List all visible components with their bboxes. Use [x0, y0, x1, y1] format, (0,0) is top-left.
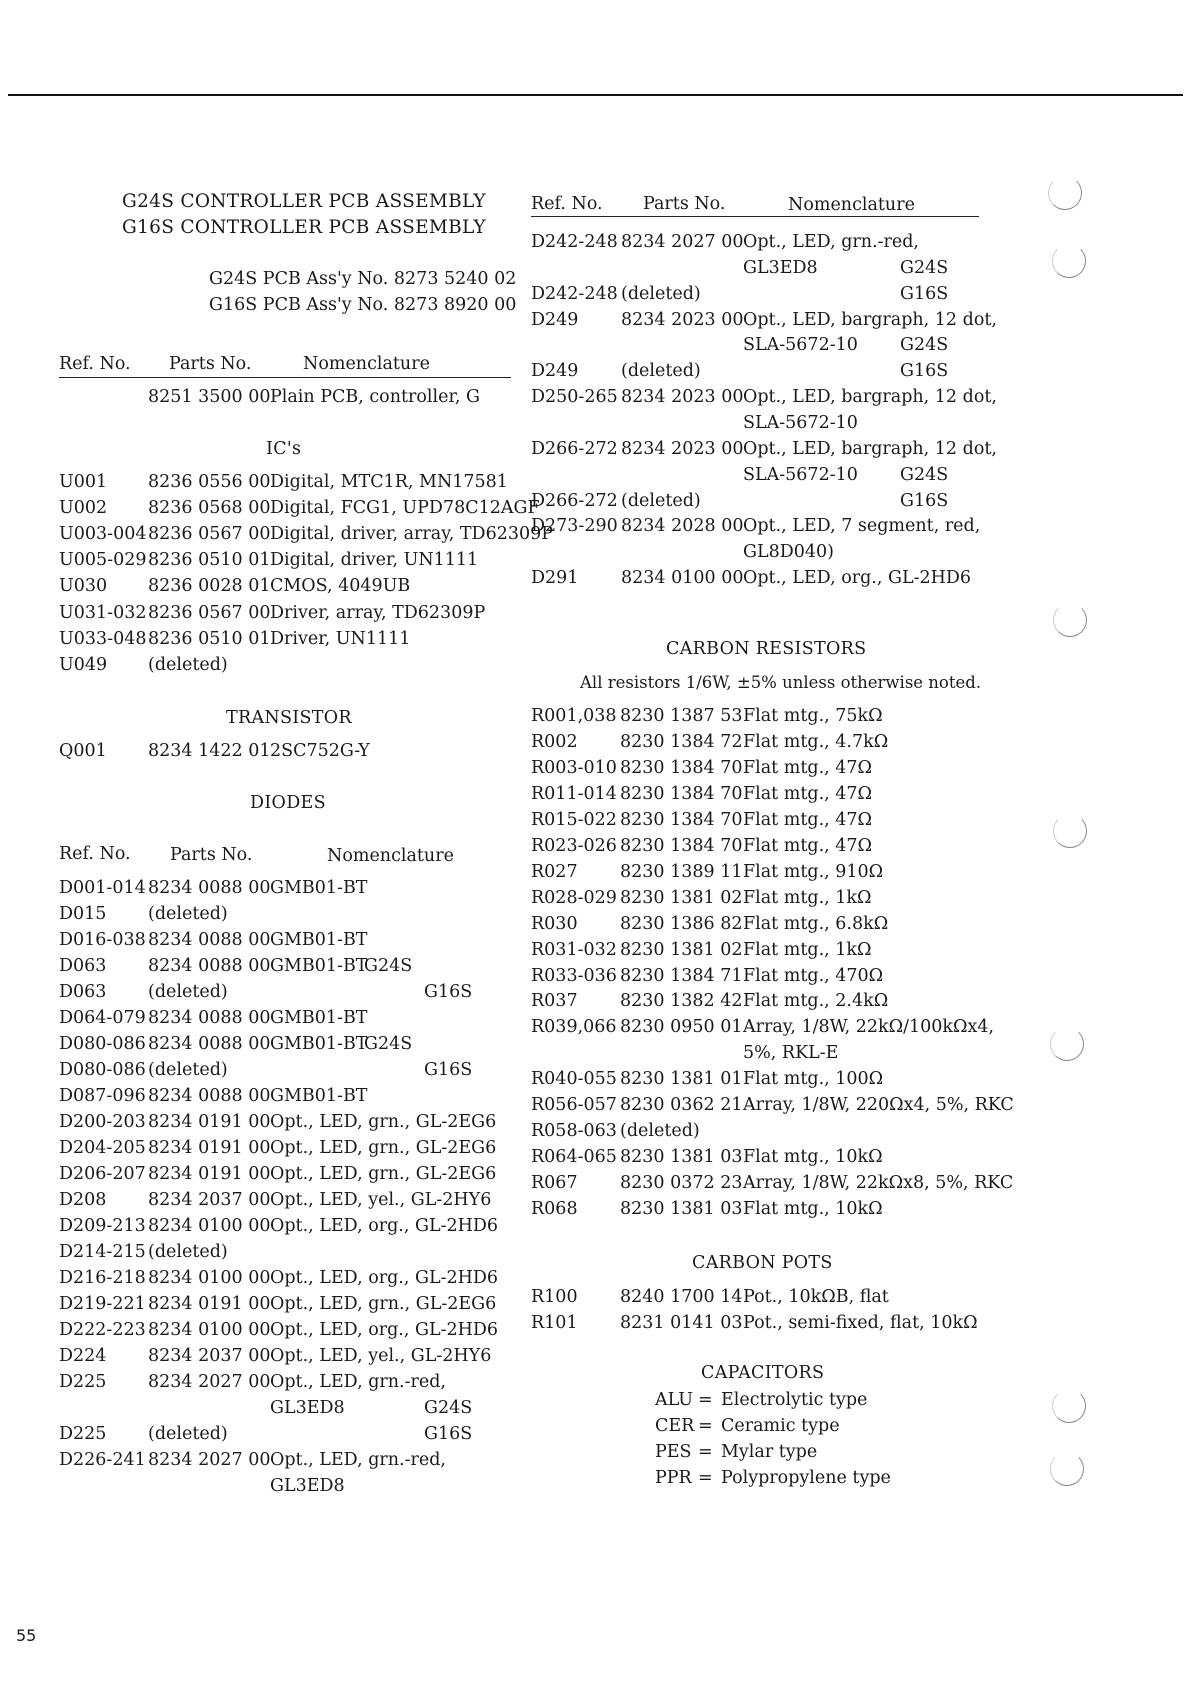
parts-no: 8230 1384 70	[620, 809, 743, 830]
nomenclature: Opt., LED, org., GL-2HD6	[270, 1320, 499, 1340]
table-row	[0, 629, 1100, 655]
table-row	[0, 516, 1100, 545]
parts-no: 8234 0088 00	[148, 1086, 271, 1106]
table-row	[0, 439, 1100, 465]
section-title-carbon-pots: CARBON POTS	[692, 1253, 833, 1273]
ref-no: R067	[531, 1173, 578, 1194]
ref-no: R001,038	[531, 706, 617, 726]
nomenclature: GL3ED8	[270, 1398, 345, 1418]
table-row	[0, 258, 1100, 284]
ref-no: D242-248	[531, 283, 618, 304]
nomenclature: Opt., LED, bargraph, 12 dot,	[743, 387, 997, 408]
nomenclature: Opt., LED, grn., GL-2EG6	[270, 1138, 497, 1158]
ref-no: D087-096	[59, 1086, 146, 1106]
table-row	[0, 1017, 1100, 1043]
ref-no: R039,066	[531, 1017, 617, 1038]
punch-hole	[1053, 603, 1087, 637]
parts-no: 8230 1384 70	[620, 757, 743, 778]
nomenclature: Digital, MTC1R, MN17581	[270, 472, 508, 492]
ref-no: U030	[59, 576, 108, 597]
assembly-title-g24s: G24S CONTROLLER PCB ASSEMBLY	[122, 191, 486, 212]
nomenclature: GL8D040)	[743, 542, 834, 563]
ref-no: D206-207	[59, 1164, 146, 1184]
parts-no: 8234 0100 00	[148, 1216, 271, 1236]
ref-no: R037	[531, 991, 578, 1012]
ref-no: R100	[531, 1287, 578, 1307]
ref-no: D219-221	[59, 1294, 146, 1314]
nomenclature: Opt., LED, bargraph, 12 dot,	[743, 438, 997, 459]
col-header-nomenclature: Nomenclature	[303, 354, 430, 374]
ref-no: R002	[531, 731, 578, 752]
ref-no: U002	[59, 498, 108, 519]
parts-no: 8234 2037 00	[148, 1190, 271, 1210]
table-row	[0, 603, 1100, 629]
ref-no: Q001	[59, 741, 107, 761]
table-row	[0, 542, 1100, 571]
ref-no: D273-290	[531, 516, 618, 537]
equals-sign: =	[698, 1390, 713, 1410]
parts-no: 8236 0568 00	[148, 498, 271, 519]
ref-no: R064-065	[531, 1147, 617, 1168]
nomenclature: Flat mtg., 47Ω	[743, 809, 873, 830]
ref-no: U003-004	[59, 524, 147, 545]
ref-no: D080-086	[59, 1060, 146, 1080]
nomenclature: Opt., LED, 7 segment, red,	[743, 516, 981, 537]
table-row	[0, 810, 1100, 836]
col-header-ref: Ref. No.	[59, 844, 131, 864]
parts-no: 8234 0191 00	[148, 1112, 271, 1132]
parts-no: 8230 1384 72	[620, 731, 743, 752]
parts-no: 8234 2027 00	[621, 232, 744, 252]
capacitor-code: CER	[655, 1416, 695, 1436]
parts-no: 8236 0510 01	[148, 628, 271, 649]
nomenclature: Flat mtg., 6.8kΩ	[743, 913, 889, 934]
parts-no: 8230 1384 71	[620, 965, 743, 986]
nomenclature: Opt., LED, bargraph, 12 dot,	[743, 309, 997, 330]
nomenclature: Array, 1/8W, 22kΩ/100kΩx4,	[743, 1017, 995, 1038]
col-header-nomenclature: Nomenclature	[788, 195, 915, 215]
parts-no: 8234 2023 00	[621, 438, 744, 459]
equals-sign: =	[698, 1416, 713, 1436]
table-row	[0, 284, 1100, 310]
punch-hole	[1048, 176, 1082, 210]
ref-no: U049	[59, 654, 108, 675]
section-title-transistor: TRANSISTOR	[226, 708, 352, 728]
parts-no: 8230 1381 01	[620, 1069, 743, 1090]
table-row	[0, 836, 1100, 862]
parts-no: 8230 0372 23	[620, 1173, 743, 1194]
parts-no: 8234 0191 00	[148, 1138, 271, 1158]
ref-no: D249	[531, 361, 579, 382]
punch-hole	[1053, 814, 1087, 848]
table-row	[0, 1095, 1100, 1121]
model-code: G16S	[424, 1424, 473, 1444]
nomenclature: Pot., semi-fixed, flat, 10kΩ	[743, 1313, 978, 1333]
table-row	[0, 568, 1100, 597]
nomenclature: Flat mtg., 47Ω	[743, 835, 873, 856]
ref-no: D063	[59, 982, 107, 1002]
nomenclature: Driver, array, TD62309P	[270, 602, 486, 623]
table-row	[0, 914, 1100, 940]
nomenclature: SLA-5672-10	[743, 335, 858, 356]
parts-no: 8230 1387 53	[620, 706, 743, 726]
ref-no: D016-038	[59, 930, 146, 950]
parts-no: 8251 3500 00	[148, 387, 271, 407]
parts-no: 8230 1386 82	[620, 913, 743, 934]
ref-no: D222-223	[59, 1320, 146, 1340]
ref-no: U001	[59, 472, 108, 492]
parts-no: (deleted)	[621, 490, 701, 511]
nomenclature: 5%, RKL-E	[743, 1043, 839, 1064]
table-row	[0, 966, 1100, 992]
resistor-note: All resistors 1/6W, ±5% unless otherwise noted.	[580, 673, 982, 692]
parts-no: 8230 1384 70	[620, 783, 743, 804]
parts-no: 8231 0141 03	[620, 1313, 743, 1333]
col-header-nomenclature: Nomenclature	[327, 846, 454, 866]
parts-no: (deleted)	[148, 1242, 228, 1262]
parts-no: 8234 0088 00	[148, 956, 271, 976]
table-row	[0, 1069, 1100, 1095]
nomenclature: Opt., LED, yel., GL-2HY6	[270, 1190, 492, 1210]
col-header-parts: Parts No.	[643, 194, 726, 214]
ref-no: U005-029	[59, 550, 147, 571]
table-row	[0, 758, 1100, 784]
parts-no: 8230 0362 21	[620, 1095, 743, 1116]
col-header-parts: Parts No.	[169, 354, 252, 374]
parts-no: 8230 1384 70	[620, 835, 743, 856]
nomenclature: Opt., LED, grn., GL-2EG6	[270, 1294, 497, 1314]
table-row	[0, 491, 1100, 517]
section-title-capacitors: CAPACITORS	[701, 1363, 825, 1383]
capacitor-description: Ceramic type	[721, 1416, 840, 1436]
table-row	[0, 465, 1100, 491]
parts-no: 8234 1422 01	[148, 741, 271, 761]
parts-no: (deleted)	[621, 283, 701, 304]
ref-no: R033-036	[531, 965, 617, 986]
parts-no: 8230 1381 02	[620, 887, 743, 908]
nomenclature: Flat mtg., 10kΩ	[743, 1147, 883, 1168]
section-title-diodes: DIODES	[250, 793, 326, 813]
ref-no: U031-032	[59, 602, 147, 623]
parts-no: 8236 0028 01	[148, 576, 271, 597]
punch-hole	[1052, 1389, 1086, 1423]
nomenclature: Flat mtg., 470Ω	[743, 965, 884, 986]
parts-no: (deleted)	[148, 982, 228, 1002]
parts-no: (deleted)	[148, 904, 228, 924]
parts-no: 8230 1381 03	[620, 1147, 743, 1168]
capacitor-description: Mylar type	[721, 1442, 818, 1462]
col-header-ref: Ref. No.	[59, 354, 131, 374]
parts-no: 8236 0510 01	[148, 550, 271, 571]
parts-no: 8230 1381 03	[620, 1199, 743, 1220]
table-row	[0, 1313, 1100, 1339]
parts-no: 8234 0100 00	[148, 1320, 271, 1340]
ref-no: R011-014	[531, 783, 617, 804]
parts-no: 8234 0088 00	[148, 1034, 271, 1054]
nomenclature: GMB01-BT	[270, 930, 368, 950]
col-header-parts: Parts No.	[170, 845, 253, 865]
nomenclature: GMB01-BT	[270, 1086, 368, 1106]
parts-no: 8234 2023 00	[621, 309, 744, 330]
nomenclature: GMB01-BT	[270, 956, 368, 976]
page-number: 55	[16, 1626, 37, 1645]
model-code: G24S	[424, 1398, 473, 1418]
table-row	[0, 1121, 1100, 1147]
ref-no: R030	[531, 913, 578, 934]
ref-no: R003-010	[531, 757, 617, 778]
table-row	[0, 1242, 1100, 1268]
nomenclature: Opt., LED, grn.-red,	[270, 1450, 446, 1470]
ref-no: D209-213	[59, 1216, 146, 1236]
parts-no: 8234 0100 00	[148, 1268, 271, 1288]
ref-no: R023-026	[531, 835, 617, 856]
ref-no: D225	[59, 1372, 107, 1392]
table-row	[0, 1287, 1100, 1313]
equals-sign: =	[698, 1442, 713, 1462]
ref-no: D216-218	[59, 1268, 146, 1288]
section-title-carbon-resistors: CARBON RESISTORS	[666, 639, 867, 659]
table-row	[0, 1043, 1100, 1069]
capacitor-description: Polypropylene type	[721, 1468, 891, 1488]
nomenclature: Flat mtg., 10kΩ	[743, 1199, 883, 1220]
parts-no: 8234 0088 00	[148, 930, 271, 950]
parts-no: 8234 0088 00	[148, 1008, 271, 1028]
nomenclature: Opt., LED, grn.-red,	[743, 232, 919, 252]
nomenclature: Opt., LED, org., GL-2HD6	[270, 1268, 499, 1288]
nomenclature: Opt., LED, org., GL-2HD6	[270, 1216, 499, 1236]
model-code: G24S	[900, 464, 949, 485]
table-row	[0, 361, 1100, 387]
ref-no: R058-063	[531, 1121, 617, 1142]
parts-no: 8230 1382 42	[620, 991, 743, 1012]
assy-number-g24s: G24S PCB Ass'y No. 8273 5240 02	[209, 269, 517, 289]
ref-no: D250-265	[531, 387, 618, 408]
table-row	[0, 1346, 1100, 1372]
parts-no: (deleted)	[148, 1424, 228, 1444]
ref-no: R031-032	[531, 939, 617, 960]
nomenclature: Flat mtg., 100Ω	[743, 1069, 884, 1090]
nomenclature: GMB01-BT	[270, 1034, 368, 1054]
ref-no: D266-272	[531, 438, 618, 459]
model-code: G24S	[900, 335, 949, 356]
parts-no: 8234 0191 00	[148, 1164, 271, 1184]
header-underline	[531, 216, 979, 217]
table-row	[0, 335, 1100, 361]
model-code: G24S	[900, 257, 949, 278]
capacitor-description: Electrolytic type	[721, 1390, 868, 1410]
ref-no: R027	[531, 861, 578, 882]
ref-no: D249	[531, 309, 579, 330]
parts-no: (deleted)	[148, 1060, 228, 1080]
ref-no: D214-215	[59, 1242, 146, 1262]
equals-sign: =	[698, 1468, 713, 1488]
nomenclature: Driver, UN1111	[270, 628, 411, 649]
ref-no: D200-203	[59, 1112, 146, 1132]
parts-no: 8230 0950 01	[620, 1017, 743, 1038]
model-code: G16S	[900, 283, 949, 304]
nomenclature: GMB01-BT	[270, 878, 368, 898]
punch-hole	[1050, 1027, 1084, 1061]
nomenclature: Pot., 10kΩB, flat	[743, 1287, 889, 1307]
assy-number-g16s: G16S PCB Ass'y No. 8273 8920 00	[209, 295, 517, 315]
model-code: G16S	[900, 490, 949, 511]
capacitor-code: PES	[655, 1442, 692, 1462]
table-row	[0, 310, 1100, 336]
parts-no: 8230 1389 11	[620, 861, 743, 882]
capacitor-code: PPR	[655, 1468, 692, 1488]
model-code: G24S	[364, 1034, 413, 1054]
nomenclature: SLA-5672-10	[743, 412, 858, 433]
model-code: G24S	[364, 956, 413, 976]
parts-no: 8234 2027 00	[148, 1372, 271, 1392]
capacitor-code: ALU	[655, 1390, 694, 1410]
model-code: G16S	[900, 361, 949, 382]
model-code: G16S	[424, 1060, 473, 1080]
nomenclature: Digital, driver, UN1111	[270, 550, 479, 571]
table-row	[0, 862, 1100, 888]
nomenclature: Flat mtg., 1kΩ	[743, 939, 872, 960]
ref-no: R068	[531, 1199, 578, 1220]
parts-no: (deleted)	[621, 361, 701, 382]
parts-no: 8234 2023 00	[621, 387, 744, 408]
parts-no: 8236 0567 00	[148, 524, 271, 545]
table-row	[0, 1199, 1100, 1225]
nomenclature: Opt., LED, org., GL-2HD6	[743, 568, 972, 589]
nomenclature: SLA-5672-10	[743, 464, 858, 485]
nomenclature: Flat mtg., 75kΩ	[743, 706, 883, 726]
nomenclature: 2SC752G-Y	[270, 741, 370, 761]
table-row	[0, 991, 1100, 1017]
nomenclature: Flat mtg., 1kΩ	[743, 887, 872, 908]
table-row	[0, 1173, 1100, 1199]
table-row	[0, 784, 1100, 810]
list-item	[0, 1390, 1000, 1416]
nomenclature: Plain PCB, controller, G	[270, 387, 481, 407]
list-item	[0, 1442, 1000, 1468]
section-title-ics: IC's	[266, 439, 302, 459]
table-row	[0, 387, 1100, 413]
parts-no: 8234 2028 00	[621, 516, 744, 537]
punch-hole	[1050, 1452, 1084, 1486]
parts-no: 8236 0556 00	[148, 472, 271, 492]
top-rule	[8, 94, 1183, 96]
nomenclature: GL3ED8	[743, 257, 818, 278]
nomenclature: Array, 1/8W, 22kΩx8, 5%, RKC	[743, 1173, 1014, 1194]
ref-no: D224	[59, 1346, 107, 1366]
nomenclature: Opt., LED, yel., GL-2HY6	[270, 1346, 492, 1366]
ref-no: D001-014	[59, 878, 146, 898]
nomenclature: Digital, driver, array, TD62309P	[270, 524, 554, 545]
parts-no: 8236 0567 00	[148, 602, 271, 623]
nomenclature: Flat mtg., 910Ω	[743, 861, 884, 882]
parts-no: 8234 0191 00	[148, 1294, 271, 1314]
table-row	[0, 940, 1100, 966]
nomenclature: GL3ED8	[270, 1476, 345, 1496]
ref-no: R101	[531, 1313, 578, 1333]
nomenclature: Opt., LED, grn., GL-2EG6	[270, 1112, 497, 1132]
nomenclature: CMOS, 4049UB	[270, 576, 411, 597]
nomenclature: Flat mtg., 47Ω	[743, 757, 873, 778]
table-row	[0, 413, 1100, 439]
parts-no: 8234 2027 00	[148, 1450, 271, 1470]
ref-no: D208	[59, 1190, 107, 1210]
parts-no: (deleted)	[148, 654, 228, 675]
nomenclature: GMB01-BT	[270, 1008, 368, 1028]
parts-no: 8234 0100 00	[621, 568, 744, 589]
ref-no: R056-057	[531, 1095, 617, 1116]
ref-no: D064-079	[59, 1008, 146, 1028]
parts-no: (deleted)	[620, 1121, 700, 1142]
ref-no: D291	[531, 568, 579, 589]
ref-no: D063	[59, 956, 107, 976]
table-row	[0, 888, 1100, 914]
list-item	[0, 1416, 1000, 1442]
nomenclature: Array, 1/8W, 220Ωx4, 5%, RKC	[743, 1095, 1014, 1116]
ref-no: R015-022	[531, 809, 617, 830]
nomenclature: Opt., LED, grn., GL-2EG6	[270, 1164, 497, 1184]
parts-no: 8234 2037 00	[148, 1346, 271, 1366]
parts-no: 8234 0088 00	[148, 878, 271, 898]
assembly-title-g16s: G16S CONTROLLER PCB ASSEMBLY	[122, 217, 486, 238]
ref-no: D080-086	[59, 1034, 146, 1054]
nomenclature: Opt., LED, grn.-red,	[270, 1372, 446, 1392]
ref-no: D266-272	[531, 490, 618, 511]
ref-no: D204-205	[59, 1138, 146, 1158]
col-header-ref: Ref. No.	[531, 194, 603, 214]
punch-hole	[1052, 244, 1086, 278]
nomenclature: Flat mtg., 47Ω	[743, 783, 873, 804]
ref-no: D225	[59, 1424, 107, 1444]
table-row	[0, 232, 1100, 258]
table-row	[0, 706, 1100, 732]
ref-no: D242-248	[531, 232, 618, 252]
nomenclature: Flat mtg., 4.7kΩ	[743, 731, 889, 752]
parts-no: 8240 1700 14	[620, 1287, 743, 1307]
list-item	[0, 1468, 1000, 1494]
nomenclature: Flat mtg., 2.4kΩ	[743, 991, 889, 1012]
ref-no: D015	[59, 904, 107, 924]
ref-no: D226-241	[59, 1450, 146, 1470]
parts-no: 8230 1381 02	[620, 939, 743, 960]
table-row	[0, 1147, 1100, 1173]
ref-no: U033-048	[59, 628, 147, 649]
ref-no: R040-055	[531, 1069, 617, 1090]
nomenclature: Digital, FCG1, UPD78C12AGF	[270, 498, 540, 519]
model-code: G16S	[424, 982, 473, 1002]
ref-no: R028-029	[531, 887, 617, 908]
table-row	[0, 732, 1100, 758]
